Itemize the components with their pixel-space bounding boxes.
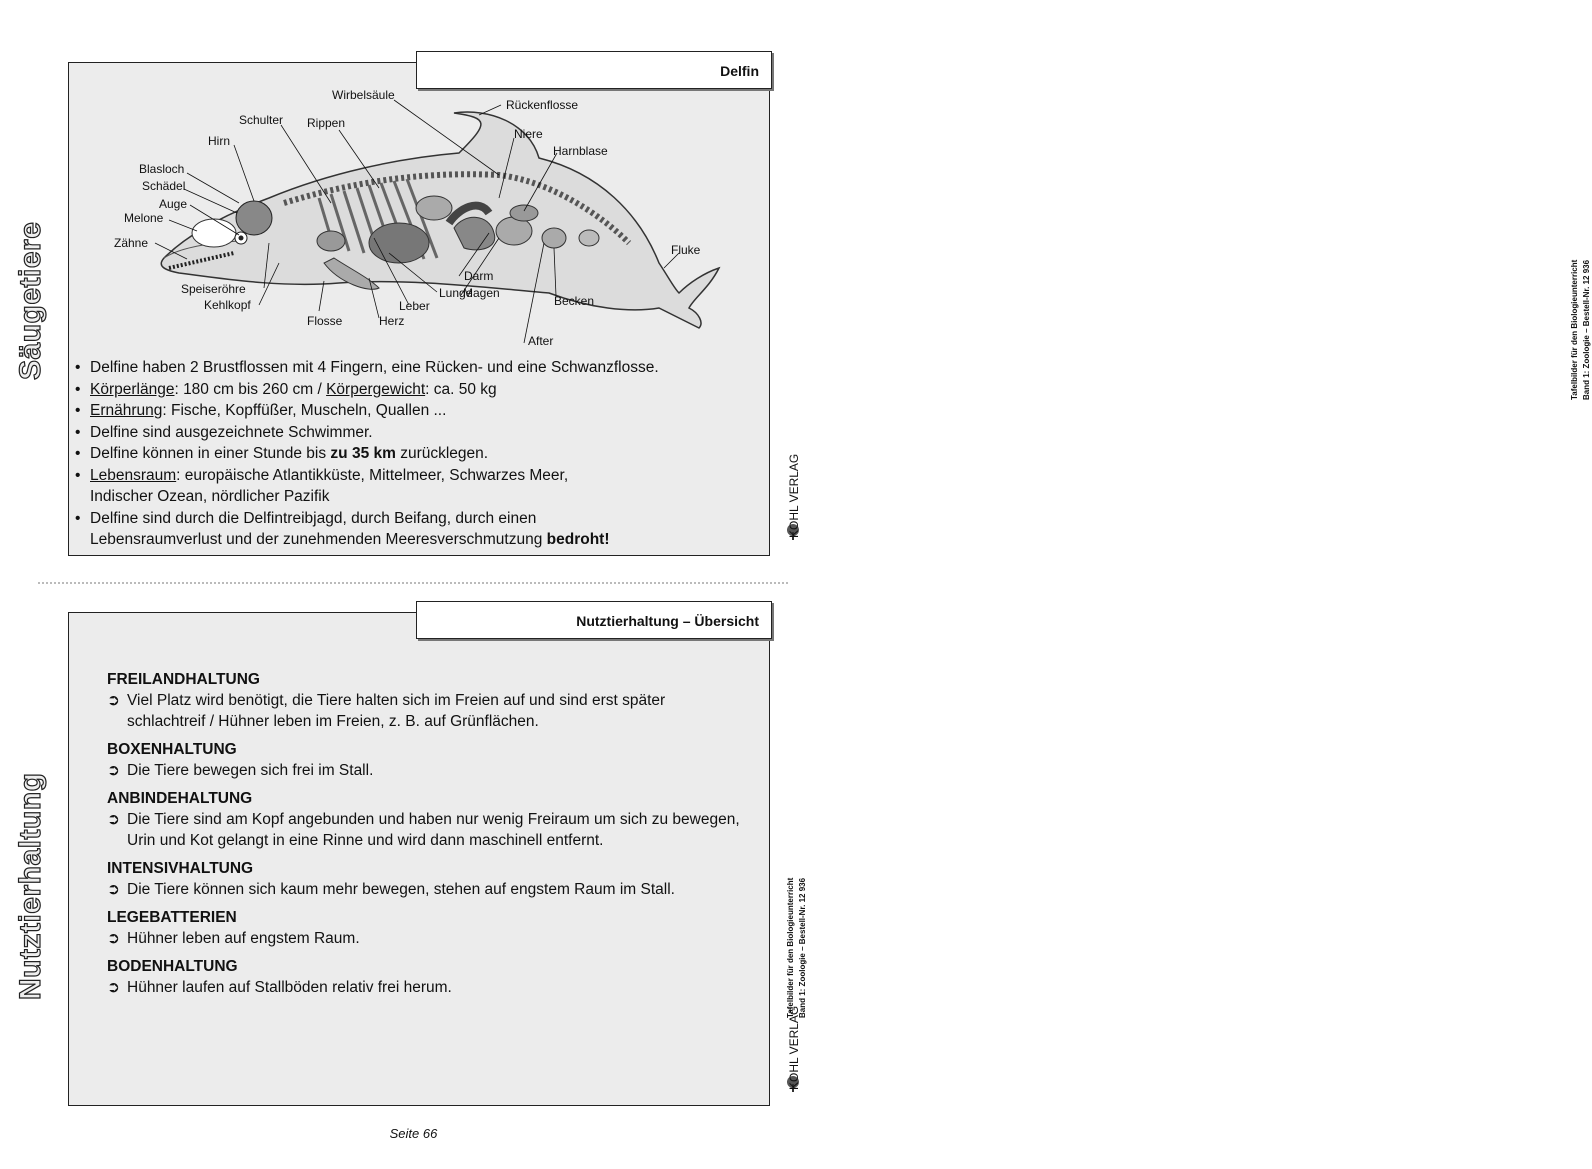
- label-after: After: [528, 334, 554, 348]
- label-harnblase: Harnblase: [553, 144, 608, 158]
- publisher-logo-icon-bottom: [785, 1005, 809, 1094]
- item-anbinde: ANBINDEHALTUNG ➲ Die Tiere sind am Kopf angebunden und haben nur wenig Freiraum um sich zu bewegen, Urin und Kot gelangt in eine Rinne und wird dann maschinell entfernt.: [107, 788, 747, 851]
- label-blasloch: Blasloch: [139, 162, 185, 176]
- publisher-line2-bottom: Band 1: Zoologie – Bestell-Nr. 12 936: [798, 877, 807, 1018]
- label-auge: Auge: [159, 197, 188, 211]
- item-legebatterien: LEGEBATTERIEN ➲ Hühner leben auf engstem Raum.: [107, 907, 747, 949]
- item-freiland: FREILANDHALTUNG ➲ Viel Platz wird benötigt, die Tiere halten sich im Freien auf und sind erst später schlachtreif / Hühner leben im Freien, z. B. auf Grünflächen.: [107, 669, 747, 732]
- label-becken: Becken: [554, 294, 595, 308]
- item-heading: ANBINDEHALTUNG: [107, 790, 253, 807]
- arrow-icon: ➲: [107, 881, 120, 898]
- fact-habitat: • Lebensraum: europäische Atlantikküste, Mittelmeer, Schwarzes Meer, Indischer Ozean, nördlicher Pazifik: [73, 465, 765, 508]
- fact-swimmer: • Delfine sind ausgezeichnete Schwimmer.: [73, 422, 765, 444]
- fact-fins: • Delfine haben 2 Brustflossen mit 4 Fingern, eine Rücken- und eine Schwanzflosse.: [73, 357, 765, 379]
- dolphin-card: [68, 62, 770, 556]
- section-divider: [38, 582, 788, 584]
- page-number: Seite 66: [389, 1126, 438, 1141]
- label-zaehne: Zähne: [114, 236, 149, 250]
- side-title-mammals: Säugetiere: [14, 221, 47, 380]
- item-intensiv: INTENSIVHALTUNG ➲ Die Tiere können sich kaum mehr bewegen, stehen auf engstem Raum im Stall.: [107, 858, 747, 900]
- fact-threat: • Delfine sind durch die Delfintreibjagd, durch Beifang, durch einen Lebensraumverlust und der zunehmenden Meeresverschmutzung bedroht!: [73, 508, 765, 551]
- arrow-icon: ➲: [107, 762, 120, 779]
- publisher-line1: Tafelbilder für den Biologieunterricht: [1570, 259, 1579, 400]
- arrow-icon: ➲: [107, 930, 120, 947]
- item-heading: INTENSIVHALTUNG: [107, 860, 254, 877]
- label-hirn: Hirn: [208, 134, 231, 148]
- item-heading: LEGEBATTERIEN: [107, 909, 237, 926]
- label-leber: Leber: [399, 299, 430, 313]
- label-rippen: Rippen: [307, 116, 346, 130]
- label-fluke: Fluke: [671, 243, 701, 257]
- dolphin-facts-list: [73, 357, 765, 551]
- publisher-logo-icon: [785, 453, 809, 542]
- publisher-line1-bottom: Tafelbilder für den Biologieunterricht: [786, 877, 795, 1018]
- label-niere: Niere: [514, 127, 543, 141]
- fact-diet: • Ernährung: Fische, Kopffüßer, Muscheln, Quallen ...: [73, 400, 765, 422]
- label-magen: Magen: [463, 286, 500, 300]
- label-kehlkopf: Kehlkopf: [204, 298, 251, 312]
- arrow-icon: ➲: [107, 692, 120, 709]
- label-darm: Darm: [464, 269, 494, 283]
- label-melone: Melone: [124, 211, 164, 225]
- label-wirbelsaeule: Wirbelsäule: [332, 88, 395, 102]
- item-heading: BODENHALTUNG: [107, 958, 238, 975]
- livestock-list: [107, 669, 747, 1005]
- fact-speed: • Delfine können in einer Stunde bis zu 35 km zurücklegen.: [73, 443, 765, 465]
- label-lunge: Lunge: [439, 286, 473, 300]
- dolphin-tag: Delfin: [416, 51, 772, 89]
- label-rueckenflosse: Rückenflosse: [506, 98, 579, 112]
- dolphin-diagram: [69, 63, 769, 353]
- item-boxen: BOXENHALTUNG ➲ Die Tiere bewegen sich frei im Stall.: [107, 739, 747, 781]
- arrow-icon: ➲: [107, 811, 120, 828]
- fact-size: • Körperlänge: 180 cm bis 260 cm / Körpergewicht: ca. 50 kg: [73, 379, 765, 401]
- side-title-livestock: Nutztierhaltung: [14, 772, 47, 1000]
- label-speiseroehre: Speiseröhre: [181, 282, 246, 296]
- label-flosse: Flosse: [307, 314, 343, 328]
- item-boden: BODENHALTUNG ➲ Hühner laufen auf Stallböden relativ frei herum.: [107, 956, 747, 998]
- livestock-card: [68, 612, 770, 1106]
- label-schaedel: Schädel: [142, 179, 186, 193]
- livestock-tag: Nutztierhaltung – Übersicht: [416, 601, 772, 639]
- arrow-icon: ➲: [107, 979, 120, 996]
- logo-text: KOHL VERLAG: [787, 453, 801, 538]
- label-herz: Herz: [379, 314, 405, 328]
- publisher-line2: Band 1: Zoologie – Bestell-Nr. 12 936: [1582, 259, 1591, 400]
- item-heading: BOXENHALTUNG: [107, 741, 237, 758]
- label-schulter: Schulter: [239, 113, 284, 127]
- item-heading: FREILANDHALTUNG: [107, 671, 260, 688]
- logo-text: KOHL VERLAG: [787, 1005, 801, 1090]
